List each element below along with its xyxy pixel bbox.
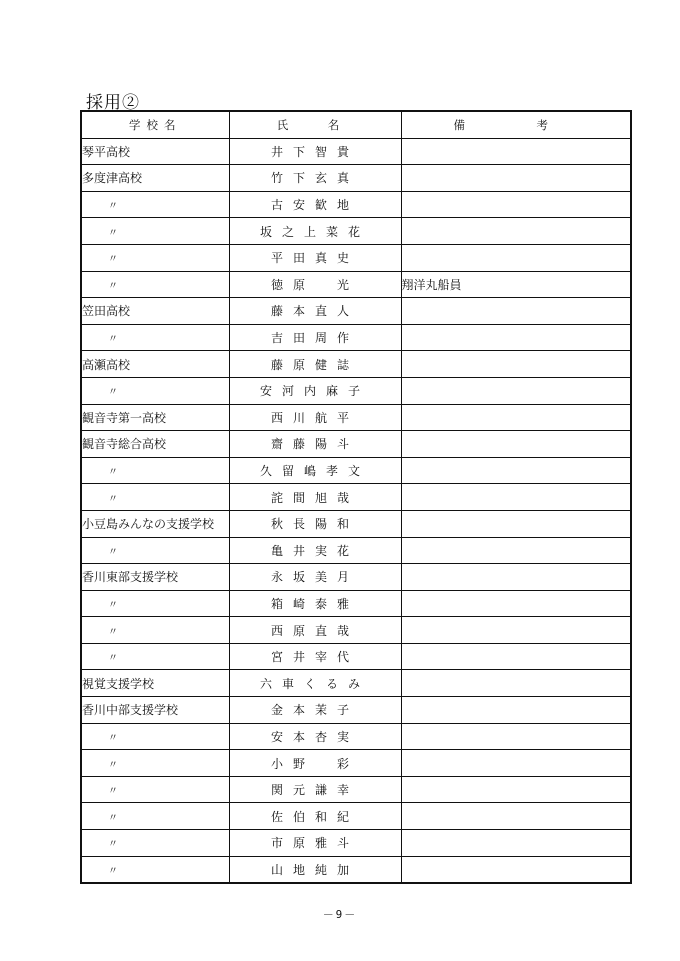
table-row (81, 830, 631, 857)
table-row (81, 484, 631, 511)
school-cell: 小豆島みんなの支援学校 (81, 510, 229, 537)
table-row (81, 776, 631, 803)
notes-cell (401, 830, 631, 857)
name-cell: 安河内麻子 (229, 377, 401, 404)
school-cell: 〃 (81, 776, 229, 803)
table-row (81, 218, 631, 245)
table-row (81, 590, 631, 617)
notes-cell (401, 138, 631, 165)
school-cell: 琴平高校 (81, 138, 229, 165)
notes-cell (401, 723, 631, 750)
table-row (81, 803, 631, 830)
notes-cell (401, 324, 631, 351)
notes-cell (401, 697, 631, 724)
table-row (81, 723, 631, 750)
notes-cell (401, 377, 631, 404)
name-cell: 藤原健誌 (229, 351, 401, 378)
table-row (81, 271, 631, 298)
school-cell: 〃 (81, 457, 229, 484)
name-cell: 佐伯和紀 (229, 803, 401, 830)
name-cell: 吉田周作 (229, 324, 401, 351)
roster-table (80, 110, 632, 884)
school-cell: 香川東部支援学校 (81, 564, 229, 591)
notes-cell (401, 856, 631, 883)
notes-cell (401, 218, 631, 245)
school-cell: 〃 (81, 617, 229, 644)
notes-cell (401, 484, 631, 511)
table-row (81, 564, 631, 591)
name-cell: 徳原 光 (229, 271, 401, 298)
school-cell: 〃 (81, 244, 229, 271)
notes-cell (401, 776, 631, 803)
name-cell: 六車くるみ (229, 670, 401, 697)
school-cell: 〃 (81, 218, 229, 245)
notes-cell (401, 670, 631, 697)
school-cell: 〃 (81, 484, 229, 511)
table-row (81, 377, 631, 404)
name-cell: 西原直哉 (229, 617, 401, 644)
school-cell: 〃 (81, 856, 229, 883)
school-cell: 高瀬高校 (81, 351, 229, 378)
notes-cell: 翔洋丸船員 (401, 271, 631, 298)
table-row (81, 510, 631, 537)
table-row (81, 138, 631, 165)
notes-cell (401, 803, 631, 830)
name-cell: 亀井実花 (229, 537, 401, 564)
school-cell: 観音寺第一高校 (81, 404, 229, 431)
page-number: －9－ (322, 908, 358, 921)
header-school: 学校名 (81, 111, 229, 138)
school-cell: 〃 (81, 191, 229, 218)
school-cell: 〃 (81, 324, 229, 351)
notes-cell (401, 564, 631, 591)
name-cell: 金本茉子 (229, 697, 401, 724)
table-row (81, 617, 631, 644)
school-cell: 視覚支援学校 (81, 670, 229, 697)
name-cell: 竹下玄真 (229, 165, 401, 192)
name-cell: 永坂美月 (229, 564, 401, 591)
school-cell: 〃 (81, 803, 229, 830)
school-cell: 〃 (81, 377, 229, 404)
school-cell: 笠田高校 (81, 298, 229, 325)
name-cell: 秋長陽和 (229, 510, 401, 537)
table-row (81, 856, 631, 883)
notes-cell (401, 191, 631, 218)
header-name: 氏 名 (229, 111, 401, 138)
table-row (81, 191, 631, 218)
name-cell: 西川航平 (229, 404, 401, 431)
school-cell: 多度津高校 (81, 165, 229, 192)
school-cell: 〃 (81, 271, 229, 298)
name-cell: 山地純加 (229, 856, 401, 883)
name-cell: 井下智貴 (229, 138, 401, 165)
name-cell: 詫間旭哉 (229, 484, 401, 511)
name-cell: 藤本直人 (229, 298, 401, 325)
header-notes: 備 考 (401, 111, 631, 138)
notes-cell (401, 537, 631, 564)
school-cell: 〃 (81, 723, 229, 750)
school-cell: 〃 (81, 590, 229, 617)
table-row (81, 670, 631, 697)
table-row (81, 244, 631, 271)
school-cell: 〃 (81, 750, 229, 777)
document-title: 採用② (86, 93, 140, 113)
name-cell: 古安歓地 (229, 191, 401, 218)
school-cell: 〃 (81, 643, 229, 670)
notes-cell (401, 510, 631, 537)
name-cell: 小野 彩 (229, 750, 401, 777)
notes-cell (401, 643, 631, 670)
name-cell: 坂之上菜花 (229, 218, 401, 245)
notes-cell (401, 457, 631, 484)
name-cell: 関元謙幸 (229, 776, 401, 803)
school-cell: 〃 (81, 830, 229, 857)
roster-body (81, 138, 631, 883)
table-row (81, 324, 631, 351)
table-row (81, 351, 631, 378)
table-row (81, 750, 631, 777)
notes-cell (401, 165, 631, 192)
table-row (81, 643, 631, 670)
name-cell: 平田真史 (229, 244, 401, 271)
school-cell: 香川中部支援学校 (81, 697, 229, 724)
table-row (81, 537, 631, 564)
table-row (81, 457, 631, 484)
notes-cell (401, 750, 631, 777)
notes-cell (401, 431, 631, 458)
school-cell: 〃 (81, 537, 229, 564)
table-row (81, 165, 631, 192)
notes-cell (401, 351, 631, 378)
table-header-row (81, 111, 631, 138)
table-row (81, 298, 631, 325)
name-cell: 宮井宰代 (229, 643, 401, 670)
notes-cell (401, 244, 631, 271)
name-cell: 安本杏実 (229, 723, 401, 750)
name-cell: 箱崎泰雅 (229, 590, 401, 617)
school-cell: 観音寺総合高校 (81, 431, 229, 458)
table-row (81, 404, 631, 431)
table-row (81, 431, 631, 458)
notes-cell (401, 617, 631, 644)
name-cell: 市原雅斗 (229, 830, 401, 857)
name-cell: 久留嶋孝文 (229, 457, 401, 484)
name-cell: 齋藤陽斗 (229, 431, 401, 458)
notes-cell (401, 298, 631, 325)
notes-cell (401, 590, 631, 617)
notes-cell (401, 404, 631, 431)
table-row (81, 697, 631, 724)
